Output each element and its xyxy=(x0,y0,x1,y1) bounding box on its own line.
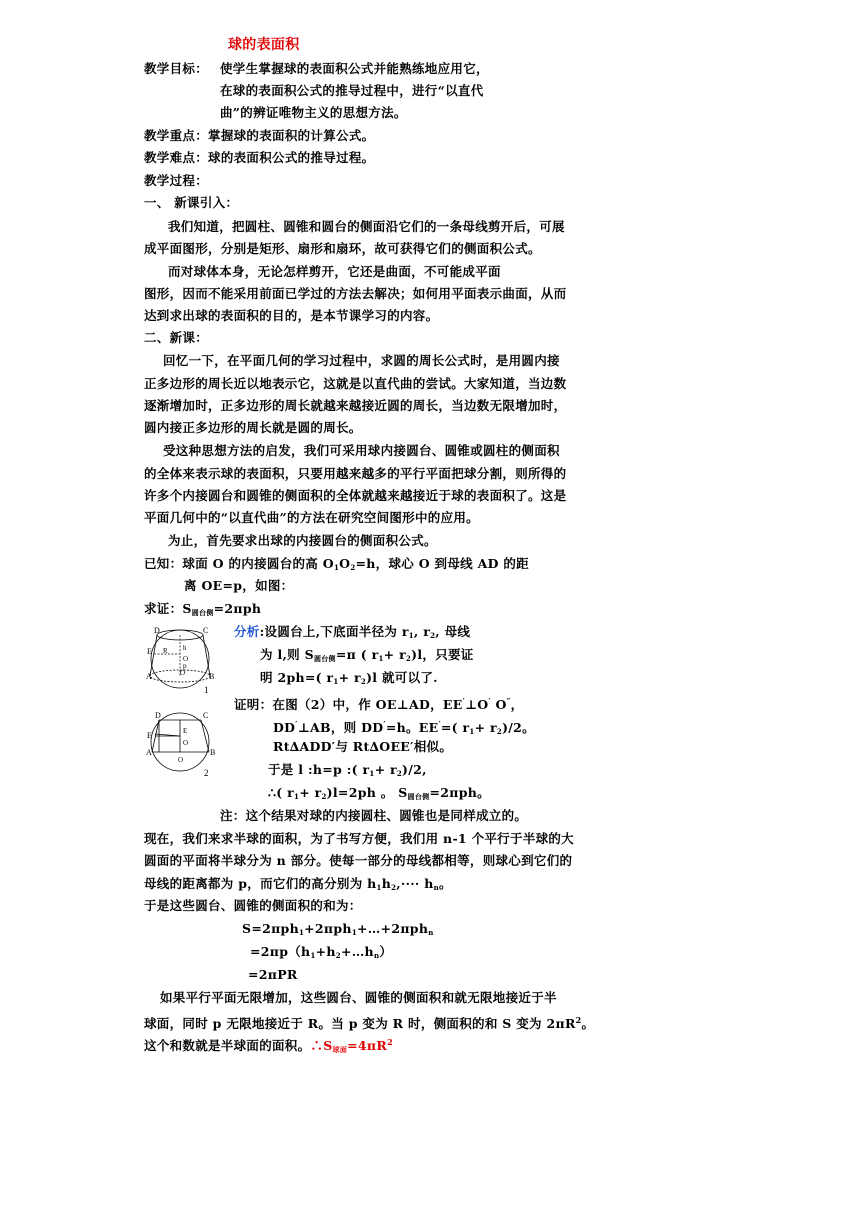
section3-p3b xyxy=(144,1012,594,1032)
formula-f2-s1: 1 xyxy=(310,951,316,960)
section3-p1f: 。 xyxy=(438,876,452,891)
section3-p3c: 。 xyxy=(581,1016,595,1031)
section2-p2d: 平面几何中的“以直代曲”的方法在研究空间图形中的应用。 xyxy=(144,510,479,525)
given-s2: 2 xyxy=(350,563,356,572)
formula-f1c: +…+2πph xyxy=(356,921,429,936)
section1-p1a: 我们知道，把圆柱、圆锥和圆台的侧面沿它们的一条母线剪开后，可展 xyxy=(168,219,565,234)
conclusion xyxy=(310,1038,393,1053)
section3-p3d-text: 这个和数就是半球面的面积。 xyxy=(144,1038,311,1053)
section3-p1c-s2: 2 xyxy=(391,883,397,892)
fig1-label-o2: O xyxy=(180,669,186,677)
figure-1-frustum xyxy=(146,624,218,696)
objectives-line-2: 在球的表面积公式的推导过程中，进行“以直代 xyxy=(220,83,484,98)
section2-heading: 二、新课： xyxy=(144,330,209,345)
section2-p2a: 受这种思想方法的启发，我们可采用球内接圆台、圆锥或圆柱的侧面积 xyxy=(163,443,560,458)
fig2-label-o2: O xyxy=(178,756,184,764)
section3-p1a: 现在，我们来求半球的面积，为了书写方便，我们用 n-1 个平行于半球的大 xyxy=(144,831,574,846)
analysis-l3a: 明 2ph=( r xyxy=(260,670,334,685)
section3-p2: 于是这些圆台、圆锥的侧面积的和为： xyxy=(144,898,362,913)
section3-p1c-s1: 1 xyxy=(376,883,382,892)
objectives-line-3: 曲”的辨证唯物主义的思想方法。 xyxy=(220,105,407,120)
section1-p2a: 而对球体本身，无论怎样剪开，它还是曲面，不可能成平面 xyxy=(168,264,501,279)
formula-line-2 xyxy=(250,944,392,964)
key-point-text: 掌握球的表面积的计算公式。 xyxy=(208,128,375,143)
proof-l5c: )l=2ph 。 S xyxy=(326,785,408,800)
note: 注：这个结果对球的内接圆柱、圆锥也是同样成立的。 xyxy=(220,808,528,823)
analysis-l3c: )l 就可以了. xyxy=(366,670,438,685)
analysis-label: 分析 xyxy=(234,624,260,639)
fig1-label-b: B xyxy=(209,672,215,681)
proof-l2a: DD xyxy=(273,720,296,735)
analysis-l2d: )l，只要证 xyxy=(411,647,474,662)
proof-l2c: =h。EE xyxy=(385,720,439,735)
analysis-sub-1: 1 xyxy=(408,631,414,640)
fig1-label-a: A xyxy=(146,672,152,681)
proof-l2b: ⊥AB，则 DD xyxy=(297,720,384,735)
proof-prime-3: ′ xyxy=(295,719,298,729)
analysis-l1b: , r xyxy=(413,624,431,639)
analysis-l3-s1: 1 xyxy=(333,677,339,686)
analysis-sub-2: 2 xyxy=(430,631,436,640)
section2-p2b: 的全体来表示球的表面积，只要用越来越多的平行平面把球分割，则所得的 xyxy=(144,466,567,481)
proof-l2e: + r xyxy=(474,720,497,735)
process-heading: 教学过程： xyxy=(144,173,209,188)
section3-p1c-sn: n xyxy=(433,883,439,892)
section3-p3d xyxy=(144,1034,393,1058)
objectives-label: 教学目标： xyxy=(144,61,209,76)
formula-f2-s2: 2 xyxy=(335,951,341,960)
key-point-label: 教学重点： xyxy=(144,128,209,143)
objectives-line-1: 使学生掌握球的表面积公式并能熟练地应用它， xyxy=(220,61,489,76)
fig2-label-e: E xyxy=(147,731,152,740)
fig1-label-r: R xyxy=(163,647,168,655)
proof-l4b: + r xyxy=(374,762,397,777)
proof-prime-5: ′ xyxy=(438,719,441,729)
section2-p1d: 圆内接正多边形的周长就是圆的周长。 xyxy=(144,420,362,435)
proof-l5sub: 圆台侧 xyxy=(407,792,430,801)
prove-line xyxy=(144,601,261,621)
proof-line-5 xyxy=(268,785,490,805)
proof-l1d: ， xyxy=(510,697,524,712)
analysis-l2b: =π ( r xyxy=(335,647,379,662)
formula-f1-sn: n xyxy=(428,928,434,937)
fig1-label-d: D xyxy=(154,626,160,635)
given-a1: 已知：球面 O 的内接圆台的高 O xyxy=(144,556,334,571)
proof-l1c: O xyxy=(490,697,507,712)
analysis-line-3 xyxy=(260,670,438,690)
proof-l5-s2: 2 xyxy=(321,792,327,801)
formula-line-1 xyxy=(242,921,434,941)
analysis-l2-s2: 2 xyxy=(405,654,412,663)
section2-p1b: 正多边形的周长近以地表示它，这就是以直代曲的尝试。大家知道，当边数 xyxy=(144,376,567,391)
proof-prime-2: ′ xyxy=(488,696,491,706)
proof-l1a: 证明：在图（2）中，作 OE⊥AD，EE xyxy=(234,697,463,712)
section2-p3: 为止，首先要求出球的内接圆台的侧面积公式。 xyxy=(168,533,437,548)
fig2-label-o: O xyxy=(183,739,189,747)
difficulty-text: 球的表面积公式的推导过程。 xyxy=(208,150,375,165)
difficulty xyxy=(144,150,374,166)
proof-line-1 xyxy=(234,693,523,713)
given-a3: =h，球心 O 到母线 AD 的距 xyxy=(355,556,529,571)
proof-l5-s1: 1 xyxy=(294,792,300,801)
proof-l5b: + r xyxy=(299,785,322,800)
section2-p1c: 逐渐增加时，正多边形的周长就越来越接近圆的周长，当边数无限增加时， xyxy=(144,398,567,413)
formula-f2a: =2πp（h xyxy=(250,944,311,959)
analysis-l3-s2: 2 xyxy=(360,677,367,686)
formula-f2d: ） xyxy=(379,944,393,959)
section3-p1b: 圆面的平面将半球分为 n 部分。使每一部分的母线都相等，则球心到它们的 xyxy=(144,853,573,868)
section3-p1e: ,···· h xyxy=(396,876,434,891)
analysis-line-2 xyxy=(260,647,474,667)
proof-l2-s1: 1 xyxy=(469,727,475,736)
analysis-l2c: + r xyxy=(383,647,406,662)
conclusion-a: ∴S xyxy=(310,1038,333,1053)
fig2-label-c: C xyxy=(203,711,209,720)
difficulty-label: 教学难点： xyxy=(144,150,209,165)
analysis-l2a: 为 l,则 S xyxy=(260,647,314,662)
proof-line-3: Rt∆ADD′与 Rt∆OEE′相似。 xyxy=(273,739,453,754)
formula-line-3: =2πPR xyxy=(248,967,298,982)
fig2-label-b: B xyxy=(210,748,216,757)
page-title: 球的表面积 xyxy=(228,37,300,53)
proof-l2-s2: 2 xyxy=(496,727,503,736)
proof-l1b: ⊥O xyxy=(464,697,489,712)
formula-f1-s1: 1 xyxy=(298,928,305,937)
formula-f1a: S=2πph xyxy=(242,921,299,936)
figure-2-cross-section xyxy=(146,708,218,780)
analysis-l1a: :设圆台上,下底面半径为 r xyxy=(259,624,409,639)
proof-line-2 xyxy=(273,716,535,740)
proof-l2f: )/2。 xyxy=(502,720,535,735)
section3-p1c-text: 母线的距离都为 p，而它们的高分别为 h xyxy=(144,876,377,891)
proof-dprime: ″ xyxy=(506,696,511,706)
fig2-label-a: A xyxy=(146,748,152,757)
proof-prime-1: ′ xyxy=(462,696,465,706)
fig1-label-o: O xyxy=(183,655,189,663)
fig1-label-c: C xyxy=(203,626,209,635)
section2-p1a: 回忆一下，在平面几何的学习过程中，求圆的周长公式时，是用圆内接 xyxy=(163,353,560,368)
conclusion-b: =4πR xyxy=(347,1038,388,1053)
fig2-label-d: D xyxy=(155,711,161,720)
proof-line-4 xyxy=(268,762,427,782)
formula-f2b: +h xyxy=(315,944,336,959)
analysis-l2-s1: 1 xyxy=(378,654,384,663)
proof-l5d: =2πph。 xyxy=(429,785,490,800)
proof-l5a: ∴( r xyxy=(268,785,295,800)
analysis-l2sub: 圆台侧 xyxy=(313,654,336,663)
prove-sub: 圆台侧 xyxy=(191,608,214,617)
formula-f1-s2: 1 xyxy=(351,928,357,937)
section1-p1b: 成平面图形，分别是矩形、扇形和扇环，故可获得它们的侧面积公式。 xyxy=(144,241,541,256)
proof-l4a: 于是 l :h=p :( r xyxy=(268,762,370,777)
conclusion-sub: 球面 xyxy=(332,1045,348,1054)
fig1-label-h: h xyxy=(183,644,187,652)
key-point xyxy=(144,128,374,144)
fig1-number: 1 xyxy=(204,685,209,695)
section3-p3a: 如果平行平面无限增加，这些圆台、圆锥的侧面积和就无限地接近于半 xyxy=(160,990,557,1005)
fig1-label-p: p xyxy=(183,662,187,670)
analysis-l1c: , 母线 xyxy=(435,624,471,639)
section3-p3b-sq: 2 xyxy=(575,1015,582,1025)
fig2-number: 2 xyxy=(204,768,209,778)
given-line-2: 离 OE=p，如图： xyxy=(184,578,294,593)
given-line-1 xyxy=(144,556,529,576)
section3-p1d: h xyxy=(381,876,392,891)
proof-l4-s1: 1 xyxy=(369,769,375,778)
section2-p2c: 许多个内接圆台和圆锥的侧面积的全体就越来越接近于球的表面积了。这是 xyxy=(144,488,567,503)
given-s1: 1 xyxy=(333,563,340,572)
proof-l4c: )/2, xyxy=(402,762,427,777)
given-a2: O xyxy=(339,556,351,571)
section3-p1c xyxy=(144,876,452,896)
formula-f2c: +…h xyxy=(340,944,374,959)
section1-p2b: 图形，因而不能采用前面已学过的方法去解决；如何用平面表示曲面，从而 xyxy=(144,286,567,301)
proof-l2d: =( r xyxy=(440,720,470,735)
proof-l4-s2: 2 xyxy=(396,769,403,778)
analysis-line-1 xyxy=(234,624,470,644)
section1-p2c: 达到求出球的表面积的目的，是本节课学习的内容。 xyxy=(144,308,439,323)
prove-b: =2πph xyxy=(213,601,262,616)
section1-heading: 一、 新课引入： xyxy=(144,195,239,210)
prove-a: 求证：S xyxy=(144,601,192,616)
proof-prime-4: ′ xyxy=(383,719,386,729)
section3-p3b-text: 球面，同时 p 无限地接近于 R。当 p 变为 R 时，侧面积的和 S 变为 2πR xyxy=(144,1016,576,1031)
fig1-label-e: E xyxy=(147,647,152,656)
fig2-label-e2: E xyxy=(183,727,188,735)
conclusion-sq: 2 xyxy=(387,1037,393,1047)
formula-f2-sn: n xyxy=(373,951,380,960)
analysis-l3b: + r xyxy=(338,670,361,685)
formula-f1b: +2πph xyxy=(304,921,352,936)
